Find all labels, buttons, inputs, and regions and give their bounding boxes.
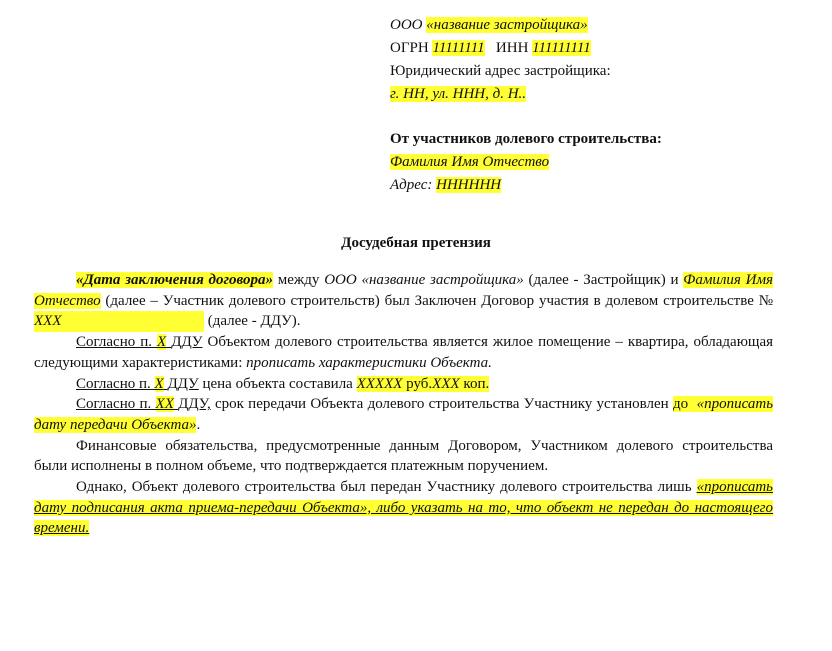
clause-ddu: ДДУ,: [178, 396, 211, 413]
clause-number-placeholder: ХХ: [155, 396, 174, 413]
rub-label: руб.: [406, 375, 433, 392]
clause-ref: Согласно п.: [76, 334, 153, 351]
clause-number-placeholder: Х: [154, 375, 164, 392]
company-name: «название застройщика»: [426, 17, 588, 33]
ogrn-inn-line: [390, 37, 810, 60]
price-kop-placeholder: ХХХ: [432, 375, 460, 392]
acceptance-act-date-placeholder: «прописать дату подписания акта приема-передачи Объекта», либо указать на то, что объект не передан до настоящего времени.: [34, 479, 773, 537]
clause-ddu: ДДУ: [167, 375, 199, 392]
company-name-body: «название застройщика»: [361, 272, 524, 288]
clause-ref: Согласно п.: [76, 375, 151, 392]
object-characteristics-placeholder: прописать характеристики Объекта.: [246, 354, 492, 371]
company-prefix-body: ООО: [324, 272, 357, 288]
participant-name-body: Фамилия Имя Отчество: [34, 272, 774, 309]
paragraph-contract: [34, 270, 773, 332]
address-label: Адрес:: [390, 177, 433, 193]
document-title: Досудебная претензия: [341, 235, 491, 251]
company-prefix: ООО: [390, 17, 423, 33]
paragraph-object: [34, 332, 773, 373]
legal-address-label: Юридический адрес застройщика:: [390, 63, 611, 79]
document-body: [34, 270, 773, 539]
text-handover: Однако, Объект долевого строительства был передан Участнику долевого строительства лишь: [76, 479, 692, 496]
contract-number-placeholder: ХХХ: [34, 311, 204, 332]
participant-name: Фамилия Имя Отчество: [390, 154, 550, 170]
address-value: НННННН: [436, 177, 502, 193]
inn-label: ИНН: [495, 40, 529, 56]
text-object-description: Объектом долевого строительства является жилое помещение – квартира, обладающая следующими характеристиками:: [34, 334, 774, 371]
ogrn-label: ОГРН: [390, 40, 429, 56]
text-ddu-alias: (далее - ДДУ).: [207, 313, 301, 330]
text-until: до: [672, 396, 689, 413]
text-contract-concluded: (далее – Участник долевого строительств) был Заключен Договор участия в долевом строительстве №: [105, 292, 774, 309]
kop-label: коп.: [463, 375, 490, 392]
participant-address-line: [390, 174, 810, 197]
clause-ddu: ДДУ: [171, 334, 203, 351]
text-price: цена объекта составила: [202, 375, 353, 392]
text-period: .: [196, 416, 201, 433]
clause-number-placeholder: Х: [157, 334, 167, 351]
inn-value: 111111111: [532, 40, 591, 56]
paragraph-deadline: [34, 394, 773, 435]
contract-date-placeholder: «Дата заключения договора»: [76, 272, 274, 288]
from-label: От участников долевого строительства:: [390, 131, 662, 147]
paragraph-payment: Финансовые обязательства, предусмотренные данным Договором, Участником долевого строительства были исполнены в полном объеме, что подтверждается платежным поручением.: [34, 437, 773, 475]
text-between: между: [277, 272, 320, 288]
text-developer-alias: (далее - Застройщик): [528, 272, 666, 288]
participant-line: [390, 151, 810, 174]
addressee-block: [390, 14, 810, 197]
price-rub-placeholder: ХХХХХ: [356, 375, 403, 392]
handover-date-placeholder: «прописать дату передачи Объекта»: [34, 396, 774, 433]
ogrn-value: 11111111: [432, 40, 485, 56]
legal-address-line: [390, 83, 810, 106]
paragraph-price: [34, 374, 773, 395]
text-and: и: [670, 272, 679, 288]
text-deadline: срок передачи Объекта долевого строительства Участнику установлен: [214, 396, 669, 413]
company-line: [390, 14, 810, 37]
paragraph-handover: [34, 477, 773, 539]
clause-ref: Согласно п.: [76, 396, 152, 413]
legal-address-value: г. НН, ул. ННН, д. Н..: [390, 86, 527, 102]
